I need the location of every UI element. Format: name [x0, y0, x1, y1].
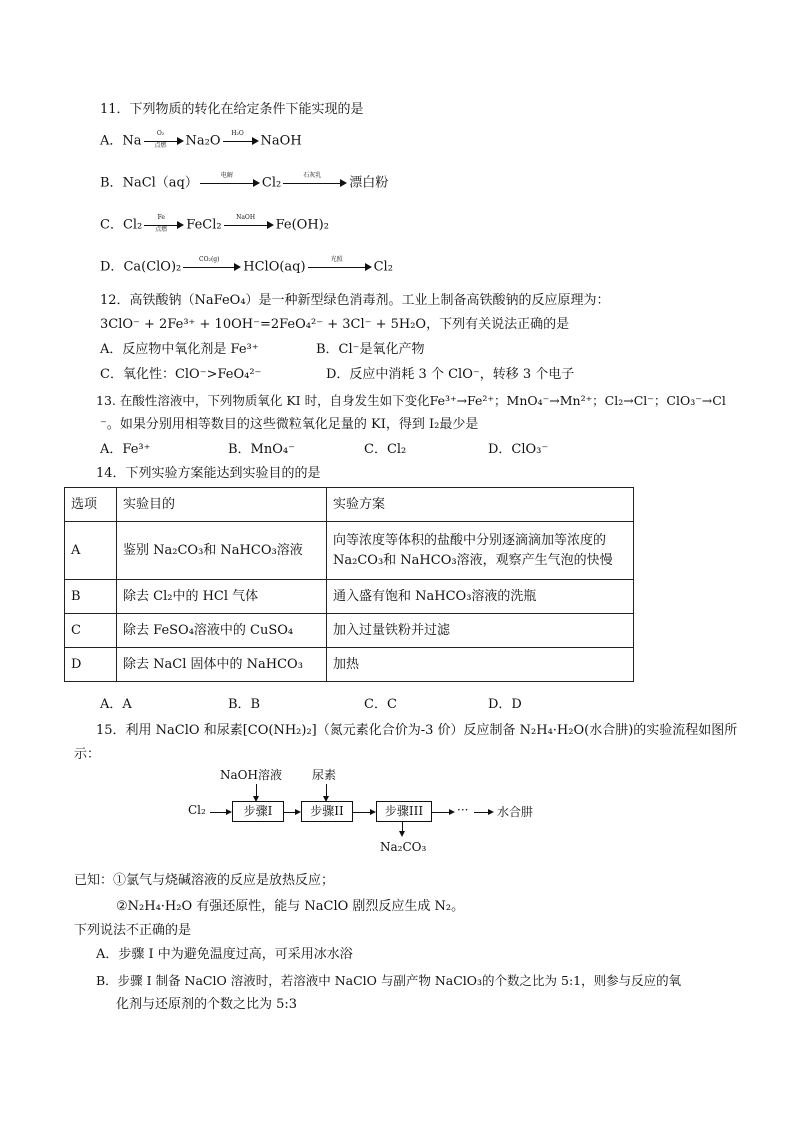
q13-option-d: D．ClO₃⁻ — [488, 442, 549, 457]
reaction-arrow — [200, 174, 260, 192]
table-cell: 除去 FeSO₄溶液中的 CuSO₄ — [117, 614, 327, 648]
arrow-condition: CO₂(g) — [199, 256, 220, 263]
formula: Cl₂ — [122, 217, 143, 233]
flow-step-2: 步骤II — [301, 801, 353, 822]
q12-stem: 12．高铁酸钠（NaFeO₄）是一种新型绿色消毒剂。工业上制备高铁酸钠的反应原理为： — [100, 293, 610, 308]
reaction-arrow — [183, 258, 241, 276]
formula: Fe(OH)₂ — [275, 217, 329, 233]
reaction-arrow — [224, 216, 274, 234]
flow-start-cl2: Cl₂ — [188, 803, 206, 817]
formula: HClO(aq) — [243, 259, 306, 275]
formula: NaOH — [260, 133, 302, 149]
table-header: 实验目的 — [117, 488, 327, 522]
table-cell: 除去 Cl₂中的 HCl 气体 — [117, 580, 327, 614]
arrow-condition: 石灰乳 — [303, 172, 322, 179]
table-row — [65, 614, 634, 648]
formula: Na₂O — [185, 133, 221, 149]
table-cell: 加入过量铁粉并过滤 — [327, 614, 634, 648]
arrow-right-icon — [449, 809, 455, 815]
experiment-table — [64, 487, 634, 682]
reaction-arrow — [144, 216, 184, 234]
reaction-arrow — [223, 132, 259, 150]
q12-equation: 3ClO⁻ + 2Fe³⁺ + 10OH⁻=2FeO₄²⁻ + 3Cl⁻ + 5H₂O，下列有关说法正确的是 — [100, 317, 570, 332]
q13-stem-line2: ⁻。如果分别用相等数目的这些微粒氧化足量的 KI，得到 I₂最少是 — [100, 417, 479, 432]
formula: 漂白粉 — [349, 175, 389, 191]
flow-input-naoh: NaOH溶液 — [220, 768, 282, 782]
arrow-condition: O₂ — [156, 130, 165, 137]
reaction-arrow — [308, 258, 372, 276]
flow-ellipsis: ··· — [457, 803, 469, 817]
q15-stem-line2: 示： — [74, 747, 101, 762]
q11-option-c — [100, 216, 329, 235]
q15-option-b-line1: B．步骤 I 制备 NaClO 溶液时，若溶液中 NaClO 与副产物 NaClO₃的个数之比为 5:1，则参与反应的氧 — [96, 973, 682, 988]
table-cell: D — [65, 648, 117, 682]
flow-end-product: 水合肼 — [497, 805, 534, 819]
flow-step-3: 步骤III — [376, 801, 432, 822]
option-label: B． — [100, 175, 123, 191]
formula: Na — [122, 133, 142, 149]
table-cell: 加热 — [327, 648, 634, 682]
q15-known-1: 已知：①氯气与烧碱溶液的反应是放热反应； — [74, 873, 335, 888]
q14-option-c: C．C — [364, 697, 397, 712]
table-cell: 向等浓度等体积的盐酸中分别逐滴滴加等浓度的Na₂CO₃和 NaHCO₃溶液，观察产生气泡的快慢 — [327, 522, 634, 580]
q12-option-c: C．氧化性：ClO⁻>FeO₄²⁻ — [100, 367, 262, 382]
formula: NaCl（aq） — [122, 175, 198, 191]
flow-output-na2co3: Na₂CO₃ — [380, 840, 427, 854]
table-cell: C — [65, 614, 117, 648]
q12-option-d: D．反应中消耗 3 个 ClO⁻，转移 3 个电子 — [326, 367, 575, 382]
arrow-down-icon — [399, 831, 405, 837]
q11-option-d — [100, 258, 393, 277]
table-header: 实验方案 — [327, 488, 634, 522]
option-label: D． — [100, 259, 124, 275]
arrow-right-icon — [488, 809, 494, 815]
q11-option-b — [100, 174, 388, 193]
table-cell: A — [65, 522, 117, 580]
flow-step-1: 步骤I — [232, 801, 284, 822]
q14-stem: 14．下列实验方案能达到实验目的的是 — [96, 466, 321, 481]
arrow-condition: 电解 — [220, 172, 233, 179]
q15-known-2: ②N₂H₄·H₂O 有强还原性，能与 NaClO 剧烈反应生成 N₂。 — [116, 899, 465, 914]
arrow-condition: Fe — [157, 214, 165, 221]
arrow-condition: 点燃 — [154, 142, 167, 149]
q14-option-a: A．A — [100, 697, 132, 712]
reaction-arrow — [144, 132, 184, 150]
q14-option-b: B．B — [228, 697, 261, 712]
q15-stem-line1: 15．利用 NaClO 和尿素[CO(NH₂)₂]（氮元素化合价为-3 价）反应制备 N₂H₄·H₂O(水合肼)的实验流程如图所 — [96, 723, 738, 738]
q15-option-b-line2: 化剂与还原剂的个数之比为 5:3 — [116, 997, 298, 1012]
table-header: 选项 — [65, 488, 117, 522]
table-row — [65, 648, 634, 682]
table-cell: 除去 NaCl 固体中的 NaHCO₃ — [117, 648, 327, 682]
q11-stem: 11．下列物质的转化在给定条件下能实现的是 — [100, 102, 364, 117]
q12-option-b: B．Cl⁻是氧化产物 — [316, 342, 425, 357]
option-label: C． — [100, 217, 123, 233]
flow-input-urea: 尿素 — [312, 768, 337, 782]
table-cell: 通入盛有饱和 NaHCO₃溶液的洗瓶 — [327, 580, 634, 614]
arrow-condition: NaOH — [236, 214, 256, 221]
q13-option-a: A．Fe³⁺ — [100, 442, 151, 457]
reaction-arrow — [283, 174, 347, 192]
table-row — [65, 522, 634, 580]
q13-option-b: B．MnO₄⁻ — [228, 442, 295, 457]
arrow-condition: 点燃 — [155, 226, 168, 233]
arrow-condition: H₂O — [231, 130, 244, 137]
arrow-condition: 光照 — [330, 256, 343, 263]
formula: FeCl₂ — [186, 217, 222, 233]
table-cell: 鉴别 Na₂CO₃和 NaHCO₃溶液 — [117, 522, 327, 580]
table-row — [65, 580, 634, 614]
q15-question: 下列说法不正确的是 — [74, 923, 192, 938]
q14-option-d: D．D — [488, 697, 522, 712]
q13-option-c: C．Cl₂ — [364, 442, 407, 457]
table-header-row — [65, 488, 634, 522]
q11-option-a — [100, 132, 302, 151]
formula: Cl₂ — [373, 259, 393, 275]
formula: Ca(ClO)₂ — [123, 259, 182, 275]
option-label: A． — [100, 133, 123, 149]
q13-stem-line1: 13. 在酸性溶液中，下列物质氧化 KI 时，自身发生如下变化Fe³⁺→Fe²⁺；MnO₄⁻→Mn²⁺；Cl₂→Cl⁻；ClO₃⁻→Cl — [96, 393, 726, 408]
formula: Cl₂ — [261, 175, 282, 191]
q12-option-a: A．反应物中氧化剂是 Fe³⁺ — [100, 342, 259, 357]
q15-option-a: A．步骤 I 中为避免温度过高，可采用冰水浴 — [96, 947, 353, 962]
table-cell: B — [65, 580, 117, 614]
